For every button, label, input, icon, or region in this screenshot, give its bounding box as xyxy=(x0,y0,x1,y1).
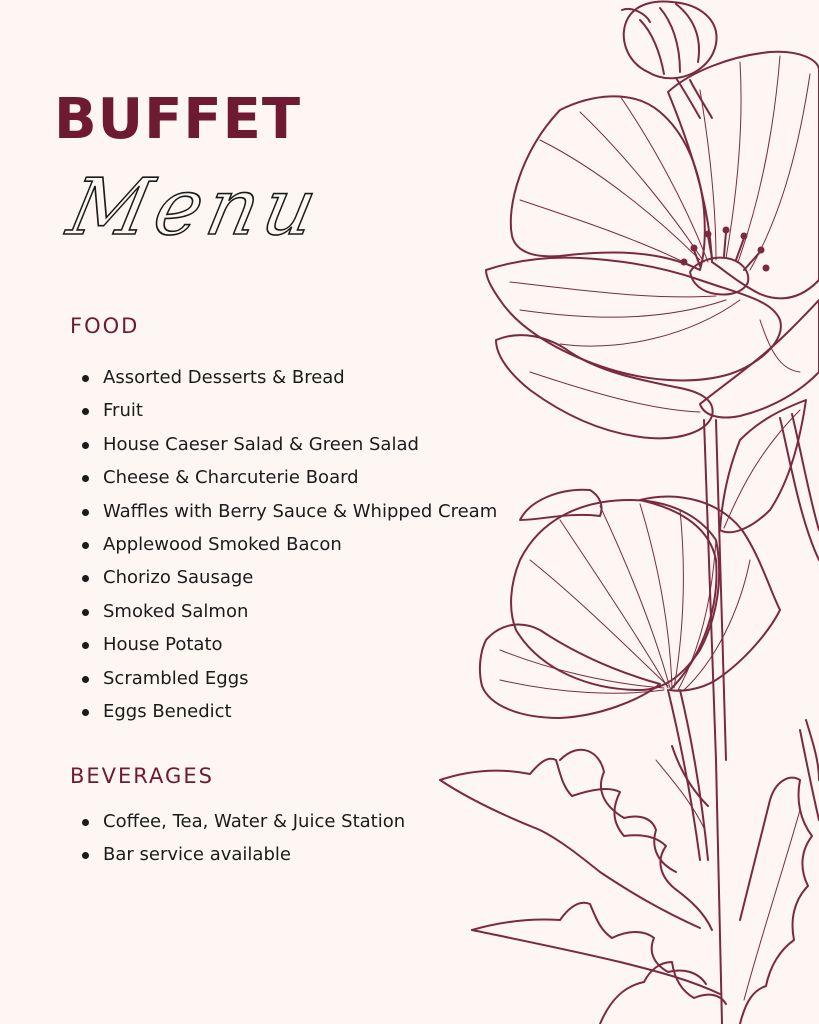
food-heading: FOOD xyxy=(70,314,140,338)
item-label: Cheese & Charcuterie Board xyxy=(103,467,359,489)
item-label: Chorizo Sausage xyxy=(103,567,254,589)
menu-script-text: Menu xyxy=(60,162,331,253)
item-label: Scrambled Eggs xyxy=(103,667,249,689)
item-label: Bar service available xyxy=(103,844,291,866)
bullet-icon xyxy=(82,709,89,716)
bullet-icon xyxy=(82,475,89,482)
poppy-flowers-line-art-icon xyxy=(430,0,819,1024)
bullet-icon xyxy=(82,375,89,382)
menu-title: BUFFET xyxy=(54,87,302,152)
item-label: House Caeser Salad & Green Salad xyxy=(103,433,419,455)
bullet-icon xyxy=(82,852,89,859)
bullet-icon xyxy=(82,819,89,826)
item-label: House Potato xyxy=(103,634,223,656)
bullet-icon xyxy=(82,509,89,516)
item-label: Smoked Salmon xyxy=(103,600,249,622)
menu-script-title xyxy=(58,162,388,258)
list-item xyxy=(80,805,405,838)
item-label: Eggs Benedict xyxy=(103,700,232,722)
beverages-list xyxy=(80,805,405,872)
item-label: Waffles with Berry Sauce & Whipped Cream xyxy=(103,500,498,522)
bullet-icon xyxy=(82,575,89,582)
item-label: Applewood Smoked Bacon xyxy=(103,533,342,555)
bullet-icon xyxy=(82,542,89,549)
item-label: Coffee, Tea, Water & Juice Station xyxy=(103,811,406,832)
item-label: Fruit xyxy=(103,400,143,422)
item-label: Assorted Desserts & Bread xyxy=(103,367,345,388)
bullet-icon xyxy=(82,609,89,616)
bullet-icon xyxy=(82,408,89,415)
bullet-icon xyxy=(82,642,89,649)
list-item xyxy=(80,838,405,871)
bullet-icon xyxy=(82,442,89,449)
beverages-heading: BEVERAGES xyxy=(70,764,214,788)
bullet-icon xyxy=(82,676,89,683)
